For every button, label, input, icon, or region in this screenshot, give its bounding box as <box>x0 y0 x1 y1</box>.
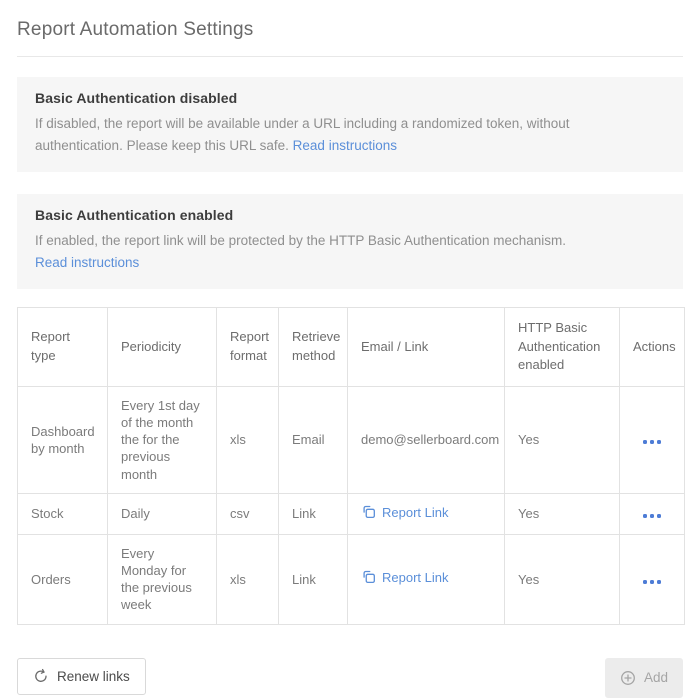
add-button-label: Add <box>643 670 668 686</box>
col-header-periodicity: Periodicity <box>108 308 217 387</box>
cell-report-format: xls <box>217 535 279 625</box>
title-divider <box>17 56 683 57</box>
col-header-actions: Actions <box>620 308 685 387</box>
cell-report-type: Orders <box>18 535 108 625</box>
report-link[interactable] <box>361 569 448 586</box>
copy-icon <box>361 505 376 520</box>
cell-retrieve-method: Link <box>279 493 348 534</box>
cell-email: demo@sellerboard.com <box>348 387 505 494</box>
renew-links-button[interactable] <box>17 658 146 695</box>
info-box-body <box>35 113 620 157</box>
col-header-http-basic-auth: HTTP Basic Authentication enabled <box>505 308 620 387</box>
info-box-auth-enabled <box>17 194 683 289</box>
plus-circle-icon <box>620 670 636 686</box>
reports-table <box>17 307 685 625</box>
info-box-body: If enabled, the report link will be protected by the HTTP Basic Authentication mechanism. <box>35 233 567 248</box>
cell-periodicity: Every 1st day of the month the for the previous month <box>108 387 217 494</box>
cell-report-link <box>348 535 505 625</box>
info-box-auth-disabled <box>17 77 683 172</box>
cell-periodicity: Daily <box>108 493 217 534</box>
add-button[interactable] <box>605 658 683 698</box>
col-header-report-format: Report format <box>217 308 279 387</box>
table-row-dashboard-by-month <box>18 387 685 494</box>
cell-http-basic-auth: Yes <box>505 535 620 625</box>
cell-http-basic-auth: Yes <box>505 493 620 534</box>
cell-periodicity: Every Monday for the previous week <box>108 535 217 625</box>
renew-links-label: Renew links <box>57 668 130 684</box>
read-instructions-link[interactable]: Read instructions <box>35 255 140 270</box>
info-box-body-text: If disabled, the report will be available under a URL including a randomized token, without authentication. Please keep this URL safe. <box>35 116 570 153</box>
col-header-email-link: Email / Link <box>348 308 505 387</box>
info-box-title: Basic Authentication disabled <box>35 90 238 106</box>
table-row-orders <box>18 535 685 625</box>
row-actions-ellipsis-icon[interactable] <box>641 510 663 522</box>
footer-actions <box>17 658 683 698</box>
cell-report-link <box>348 493 505 534</box>
cell-actions <box>620 387 685 494</box>
report-link[interactable] <box>361 504 448 521</box>
cell-retrieve-method: Link <box>279 535 348 625</box>
col-header-report-type: Report type <box>18 308 108 387</box>
cell-actions <box>620 493 685 534</box>
row-actions-ellipsis-icon[interactable] <box>641 576 663 588</box>
cell-report-format: xls <box>217 387 279 494</box>
table-row-stock <box>18 493 685 534</box>
row-actions-ellipsis-icon[interactable] <box>641 436 663 448</box>
page-title: Report Automation Settings <box>17 19 254 40</box>
report-link-label: Report Link <box>382 504 449 520</box>
info-box-link-row <box>35 252 665 274</box>
refresh-icon <box>33 668 49 684</box>
cell-actions <box>620 535 685 625</box>
table-header-row <box>18 308 685 387</box>
cell-report-format: csv <box>217 493 279 534</box>
cell-http-basic-auth: Yes <box>505 387 620 494</box>
report-link-label: Report Link <box>382 570 449 586</box>
read-instructions-link[interactable]: Read instructions <box>292 138 397 153</box>
info-box-title: Basic Authentication enabled <box>35 207 234 223</box>
cell-retrieve-method: Email <box>279 387 348 494</box>
col-header-retrieve-method: Retrieve method <box>279 308 348 387</box>
cell-report-type: Dashboard by month <box>18 387 108 494</box>
cell-report-type: Stock <box>18 493 108 534</box>
copy-icon <box>361 570 376 585</box>
